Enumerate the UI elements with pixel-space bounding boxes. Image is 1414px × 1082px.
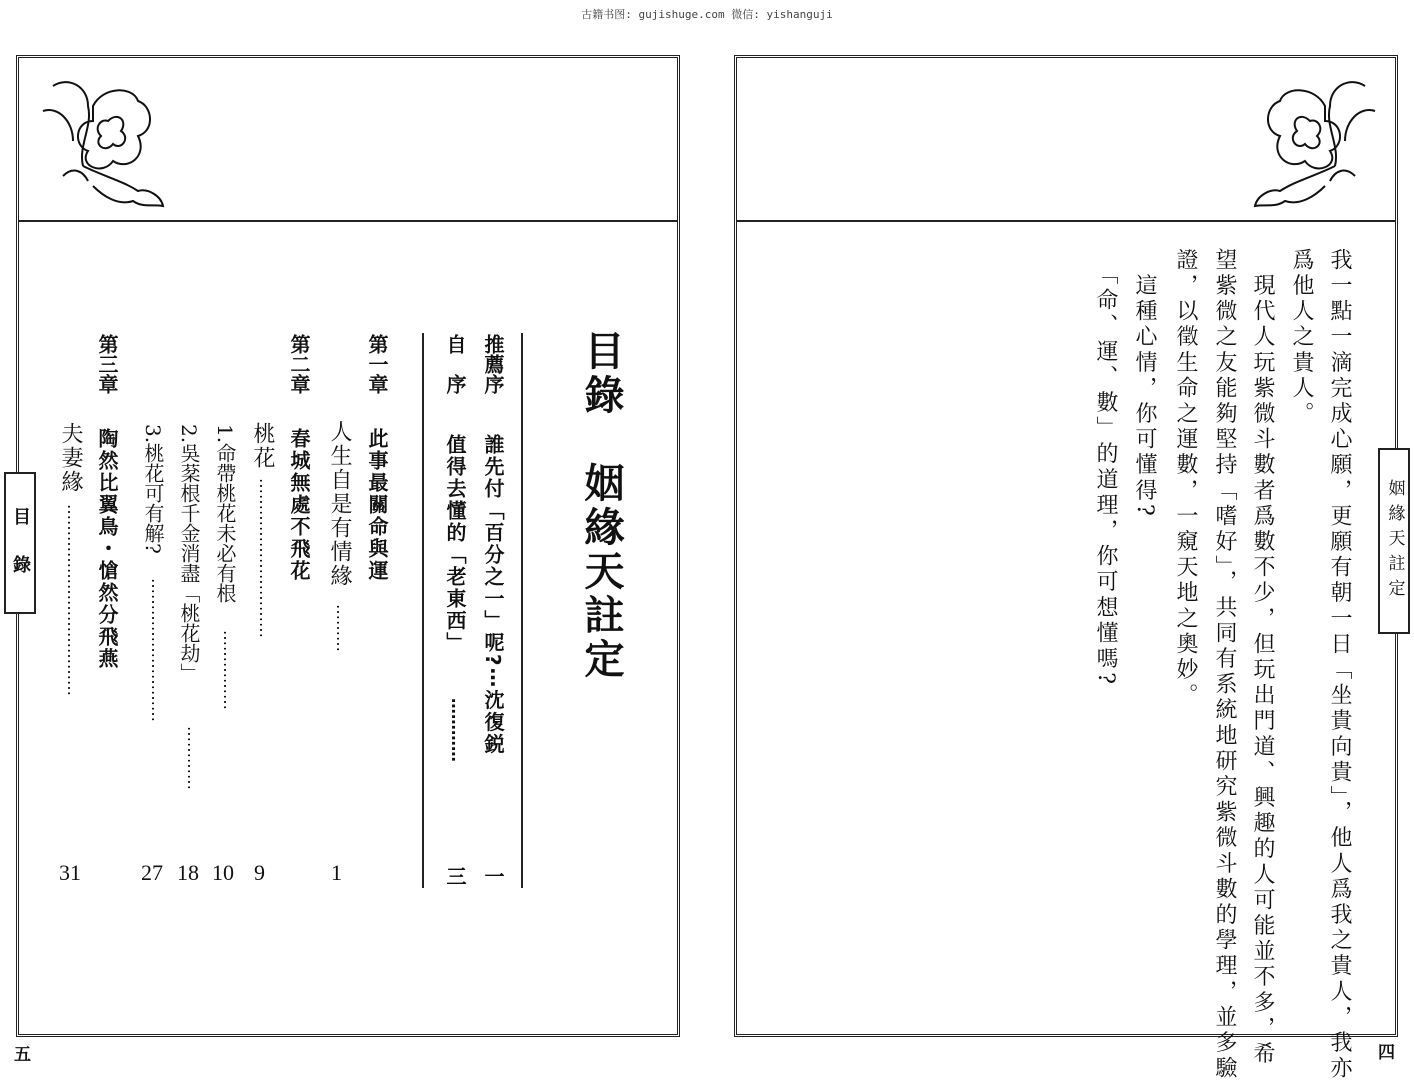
toc-leader: ⋯⋯⋯⋯⋯ — [216, 630, 235, 710]
toc-page-number: 18 — [177, 860, 199, 885]
chapter-title: 此事最關命與運 — [365, 428, 389, 582]
running-title-label: 姻緣天註定 — [1384, 478, 1405, 604]
chapter-title: 春城無處不飛花 — [287, 428, 311, 582]
toc-label: 推薦序 — [481, 334, 505, 394]
toc-divider — [521, 333, 523, 888]
toc-entry-text: 3.桃花可有解? — [141, 424, 165, 554]
chapter-label: 第二章 — [287, 334, 311, 394]
toc-entry-text: 值得去懂的「老東西」 — [443, 434, 467, 654]
toc-entry-text: 2.吳棻根千金消盡「桃花劫」 — [177, 424, 201, 684]
right-page — [734, 55, 1398, 1082]
chapter-label: 第一章 — [365, 334, 389, 394]
page-folio: 五 — [14, 1045, 31, 1065]
toc-page-number: 27 — [141, 860, 163, 885]
chapter-title: 陶然比翼鳥・愴然分飛燕 — [95, 428, 119, 670]
body-column: 證，以徵生命之運數，一窺天地之奧妙。 — [1173, 248, 1198, 709]
toc-entry-text: 人生自是有情緣 — [327, 420, 352, 588]
page-folio: 四 — [1378, 1043, 1395, 1063]
body-column: 我一點一滴完成心願，更願有朝一日「坐貴向貴」，他人爲我之貴人，我亦 — [1327, 248, 1352, 1082]
toc-label: 自 序 — [443, 334, 467, 394]
toc-page-number: 31 — [59, 860, 81, 885]
toc-title: 目錄 姻緣天註定 — [578, 330, 624, 682]
toc-page-number: 9 — [254, 860, 265, 885]
toc-leader: ⋯⋯⋯⋯⋯⋯⋯⋯⋯ — [144, 578, 163, 722]
header-rule — [19, 220, 677, 222]
toc-page-number: 1 — [331, 860, 342, 885]
floral-ornament-icon — [33, 66, 173, 216]
body-column: 爲他人之貴人。 — [1289, 248, 1314, 428]
section-tab-label: 目 錄 — [10, 507, 31, 579]
toc-entry-text: 1.命帶桃花未必有根 — [213, 424, 237, 604]
toc-entry-text: 桃花 — [250, 422, 275, 470]
left-page — [16, 55, 680, 1037]
toc-leader: ⋯⋯⋯⋯⋯⋯⋯⋯⋯⋯⋯⋯ — [60, 504, 79, 696]
body-column: 現代人玩紫微斗數者爲數不少，但玩出門道、興趣的人可能並不多，希 — [1250, 248, 1275, 1068]
toc-leader: ⋯⋯⋯⋯ — [180, 726, 199, 790]
watermark: 古籍书图: gujishuge.com 微信: yishanguji — [581, 8, 833, 21]
chapter-label: 第三章 — [95, 334, 119, 394]
toc-entry-text: 夫妻緣 — [58, 422, 83, 494]
section-tab — [4, 472, 36, 614]
toc-page-number: 一 — [481, 866, 505, 886]
toc-leader: ⋯⋯⋯⋯⋯⋯⋯⋯⋯⋯ — [252, 478, 271, 638]
toc-entry-text: 誰先付「百分之一」呢?⋯沈復鋭 — [481, 434, 505, 756]
running-title-tab — [1378, 448, 1410, 634]
toc-leader: ⋯⋯⋯ — [329, 604, 348, 652]
toc-page-number: 三 — [443, 866, 467, 886]
header-rule — [737, 220, 1395, 222]
toc-leader: ⋯⋯⋯⋯ — [444, 698, 463, 762]
body-column: 望紫微之友能夠堅持「嗜好」，共同有系統地研究紫微斗數的學理，並多驗 — [1212, 248, 1237, 1082]
toc-divider — [422, 333, 424, 888]
toc-page-number: 10 — [212, 860, 234, 885]
body-column: 這種心情，你可懂得? — [1132, 248, 1157, 520]
body-column: 「命、運、數」的道理，你可想懂嗎? — [1093, 248, 1118, 688]
floral-ornament-icon — [1245, 66, 1385, 216]
